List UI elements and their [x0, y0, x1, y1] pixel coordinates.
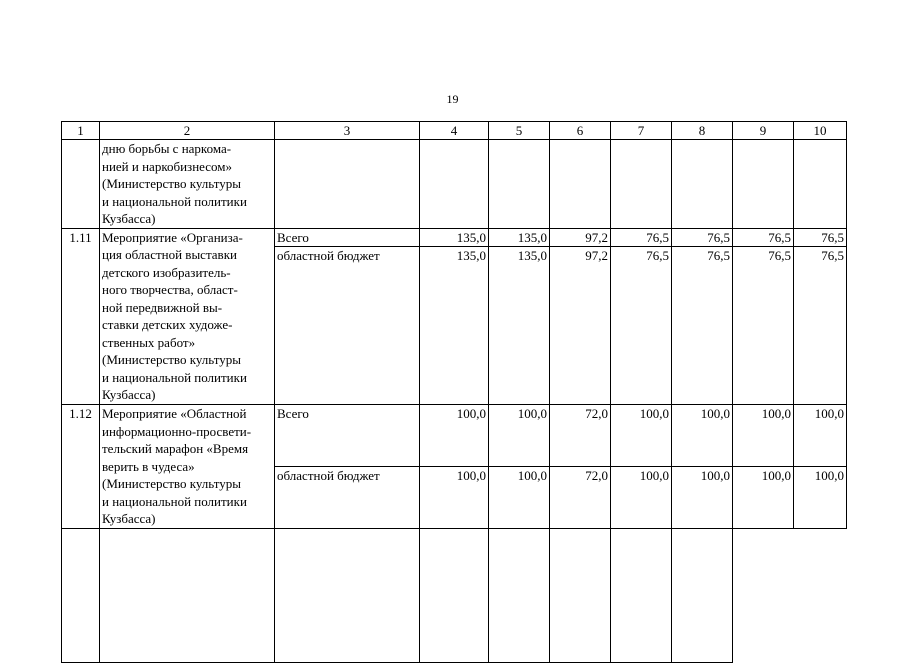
value-cell	[489, 140, 550, 229]
value-cell: 76,5	[794, 228, 847, 247]
item-1-12-empty-row	[62, 528, 847, 662]
value-cell	[672, 140, 733, 229]
header-cell: 7	[611, 122, 672, 140]
value-cell: 76,5	[733, 247, 794, 405]
value-cell: 76,5	[733, 228, 794, 247]
description-line: ного творчества, област-	[102, 282, 238, 297]
value-cell: 100,0	[420, 405, 489, 467]
source-cell: областной бюджет	[275, 247, 420, 405]
value-cell: 100,0	[794, 466, 847, 528]
value-cell: 72,0	[550, 466, 611, 528]
value-cell	[420, 140, 489, 229]
value-cell	[489, 528, 550, 662]
header-cell: 1	[62, 122, 100, 140]
value-cell	[794, 140, 847, 229]
value-cell: 100,0	[489, 405, 550, 467]
description-line: информационно-просвети-	[102, 423, 252, 439]
header-cell: 10	[794, 122, 847, 140]
item-number: 1.11	[62, 228, 100, 405]
description-line: ственных работ»	[102, 334, 196, 350]
value-cell: 135,0	[420, 247, 489, 405]
value-cell: 100,0	[489, 466, 550, 528]
value-cell: 97,2	[550, 228, 611, 247]
value-cell: 76,5	[672, 247, 733, 405]
budget-table	[61, 121, 847, 663]
description-line: дню борьбы с наркома-	[102, 141, 232, 156]
value-cell	[420, 528, 489, 662]
header-row	[62, 122, 847, 140]
description-line: (Министерство культуры	[102, 176, 241, 191]
value-cell: 100,0	[611, 405, 672, 467]
value-cell: 76,5	[611, 247, 672, 405]
value-cell: 135,0	[420, 228, 489, 247]
description-line: ция областной выставки	[102, 247, 237, 262]
header-cell: 8	[672, 122, 733, 140]
description-line: ной передвижной вы-	[102, 299, 223, 315]
description-line: и национальной политики	[102, 193, 247, 209]
value-cell: 76,5	[672, 228, 733, 247]
header-cell: 6	[550, 122, 611, 140]
continuation-row	[62, 140, 847, 229]
value-cell: 100,0	[420, 466, 489, 528]
value-cell: 100,0	[733, 405, 794, 467]
description-cell	[100, 405, 275, 529]
description-line: и национальной политики	[102, 369, 247, 385]
description-line: ставки детских художе-	[102, 317, 233, 332]
description-line: Кузбасса)	[102, 211, 156, 226]
item-1-11-total-row	[62, 228, 847, 247]
description-line: Кузбасса)	[102, 511, 156, 526]
value-cell: 135,0	[489, 228, 550, 247]
item-1-12-total-row	[62, 405, 847, 467]
item-number: 1.12	[62, 405, 100, 529]
description-line: (Министерство культуры	[102, 352, 241, 367]
description-line: и национальной политики	[102, 493, 247, 509]
header-cell: 2	[100, 122, 275, 140]
description-cell	[100, 140, 275, 229]
page-number: 19	[446, 92, 459, 106]
header-cell: 9	[733, 122, 794, 140]
value-cell: 76,5	[794, 247, 847, 405]
value-cell	[550, 528, 611, 662]
value-cell: 76,5	[611, 228, 672, 247]
value-cell	[611, 528, 672, 662]
source-cell: областной бюджет	[275, 466, 420, 528]
description-line: (Министерство культуры	[102, 476, 241, 491]
value-cell	[275, 528, 420, 662]
value-cell: 72,0	[550, 405, 611, 467]
description-line: Мероприятие «Организа-	[102, 229, 243, 245]
header-cell: 3	[275, 122, 420, 140]
description-line: тельский марафон «Время	[102, 441, 249, 456]
description-cell	[100, 228, 275, 405]
value-cell: 100,0	[794, 405, 847, 467]
source-cell	[62, 528, 100, 662]
value-cell: 100,0	[672, 405, 733, 467]
value-cell: 97,2	[550, 247, 611, 405]
value-cell	[733, 140, 794, 229]
description-line: Мероприятие «Областной	[102, 406, 247, 421]
source-cell: Всего	[275, 228, 420, 247]
value-cell: 135,0	[489, 247, 550, 405]
description-line: Кузбасса)	[102, 387, 156, 402]
value-cell: 100,0	[611, 466, 672, 528]
value-cell	[611, 140, 672, 229]
value-cell: 100,0	[733, 466, 794, 528]
source-cell	[275, 140, 420, 229]
header-cell: 5	[489, 122, 550, 140]
source-cell: Всего	[275, 405, 420, 467]
description-line: верить в чудеса»	[102, 458, 195, 474]
value-cell	[100, 528, 275, 662]
value-cell	[672, 528, 733, 662]
num-cell	[62, 140, 100, 229]
header-cell: 4	[420, 122, 489, 140]
description-line: нией и наркобизнесом»	[102, 158, 232, 174]
value-cell	[550, 140, 611, 229]
value-cell: 100,0	[672, 466, 733, 528]
description-line: детского изобразитель-	[102, 264, 231, 280]
